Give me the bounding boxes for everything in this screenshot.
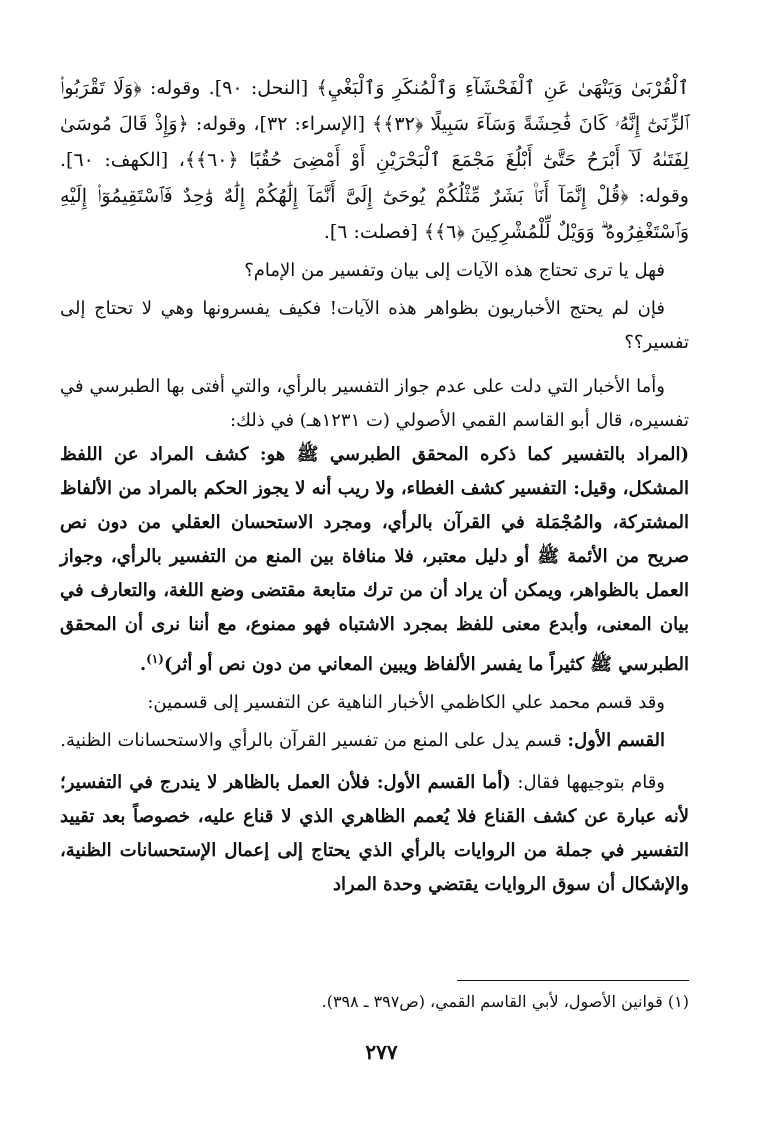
divide-paragraph: وقد قسم محمد علي الكاظمي الأخبار الناهية عن التفسير إلى قسمين: [147,692,665,713]
footnote-divider [457,980,689,981]
section-text: قسم يدل على المنع من تفسير القرآن بالرأي والاستحسانات الظنية. [60,730,568,751]
explain-intro: وقام بتوجيهها فقال: [510,772,666,793]
footnote: (١) قوانين الأصول، لأبي القاسم القمي، (ص٣٩٧ ـ ٣٩٨). [321,992,689,1011]
main-text [60,70,689,902]
page-number: ٢٧٧ [365,1040,398,1064]
section-label: القسم الأول: [567,730,665,751]
footnote-ref: (١) [146,652,164,666]
section-paragraph [60,724,689,758]
quote-paragraph [60,438,689,682]
quran-verses-paragraph: ٱلْقُرْبَىٰ وَيَنْهَىٰ عَنِ ٱلْفَحْشَآءِ وَٱلْمُنكَرِ وَٱلْبَغْيِ﴾ [النحل: ٩٠]. وقوله: ﴿وَلَا تَقْرَبُوا۟ ٱلزِّنَىٰٓ إِنَّهُۥ كَانَ فَٰحِشَةً وَسَآءَ سَبِيلًا ﴿٣٢﴾﴾ [الإسراء: ٣٢]، وقوله: ﴿وَإِذْ قَالَ مُوسَىٰ لِفَتَىٰهُ لَآ أَبْرَحُ حَتَّىٰٓ أَبْلُغَ مَجْمَعَ ٱلْبَحْرَيْنِ أَوْ أَمْضِىَ حُقُبًا ﴿٦٠﴾﴾، [الكهف: ٦٠]. وقوله: ﴿قُلْ إِنَّمَآ أَنَا۠ بَشَرٌ مِّثْلُكُمْ يُوحَىٰٓ إِلَىَّ أَنَّمَآ إِلَٰهُكُمْ إِلَٰهٌ وَٰحِدٌ فَٱسْتَقِيمُوٓا۟ إِلَيْهِ وَٱسْتَغْفِرُوهُ ۗ وَوَيْلٌ لِّلْمُشْرِكِينَ ﴿٦﴾﴾ [فصلت: ٦]. [60,77,690,243]
intro-paragraph: وأما الأخبار التي دلت على عدم جواز التفسير بالرأي، والتي أفتى بها الطبرسي في تفسيره، قال أبو القاسم القمي الأصولي (ت ١٢٣١هـ) في ذلك: [60,376,689,431]
quote-text: (المراد بالتفسير كما ذكره المحقق الطبرسي ﷺ هو: كشف المراد عن اللفظ المشكل، وقيل: التفسير كشف الغطاء، ولا ريب أنه لا يجوز الحكم بالمراد من الألفاظ المشتركة، والمُجْمَلة في القرآن بالرأي، ومجرد الاستحسان العقلي من دون نص صريح من الأئمة ﷺ أو دليل معتبر، فلا منافاة بين المنع من التفسير بالرأي، وجواز العمل بالظواهر، ويمكن أن يراد أن من ترك متابعة مقتضى وضع اللغة، والتعارف في بيان المعنى، وأبدع معنى للفظ بمجرد الاشتباه فهو ممنوع، مع أننا نرى أن المحقق الطبرسي ﷺ كثيراً ما يفسر الألفاظ ويبين المعاني من دون نص أو أثر) [60,444,689,675]
question-paragraph-1: فهل يا ترى تحتاج هذه الآيات إلى بيان وتفسير من الإمام؟ [244,260,665,281]
question-paragraph-2: فإن لم يحتج الأخباريون بظواهر هذه الآيات! فكيف يفسرونها وهي لا تحتاج إلى تفسير؟؟ [60,298,689,353]
explain-paragraph [60,766,689,902]
explain-quote: (أما القسم الأول: فلأن العمل بالظاهر لا يندرج في التفسير؛ لأنه عبارة عن كشف القناع فلا يُعمم الظاهري الذي لا قناع عليه، خصوصاً بعد تقييد التفسير في جملة من الروايات بالرأي الذي يحتاج إلى إعمال الإستحسانات الظنية، والإشكال أن سوق الروايات يقتضي وحدة المراد [60,772,689,895]
quote-end: . [139,654,147,675]
